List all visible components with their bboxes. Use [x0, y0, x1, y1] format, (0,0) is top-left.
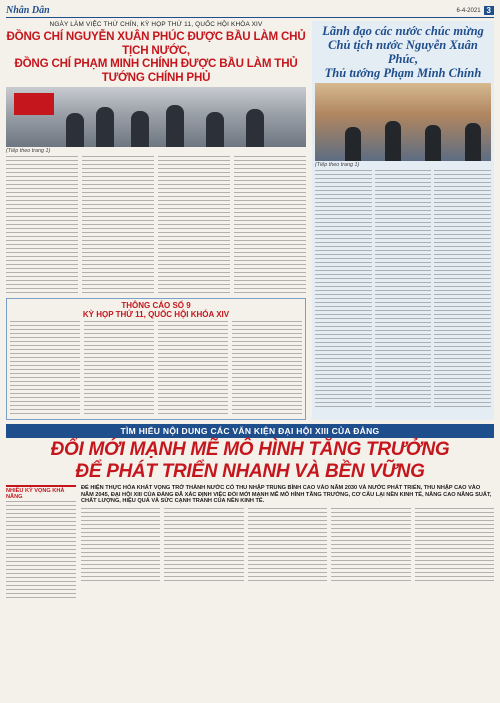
feature-main [81, 485, 494, 601]
body-column [375, 170, 432, 408]
body-column [6, 156, 78, 294]
body-column [158, 156, 230, 294]
feature-sidebar [6, 485, 76, 601]
top-section [6, 21, 494, 420]
feature-sidebar-heading: NHIỀU KỲ VỌNG KHẢ NĂNG [6, 488, 65, 500]
feature-section [6, 485, 494, 601]
feature-headline-1: ĐỔI MỚI MẠNH MẼ MÔ HÌNH TĂNG TRƯỞNG [50, 439, 450, 460]
right-story [312, 21, 494, 420]
body-column [234, 156, 306, 294]
body-column [232, 321, 302, 417]
top-story-headline-2: ĐỒNG CHÍ PHẠM MINH CHÍNH ĐƯỢC BẦU LÀM THỦ TƯỚNG CHÍNH PHỦ [14, 57, 298, 84]
top-story-body [6, 156, 306, 294]
body-column [84, 321, 154, 417]
feature-banner: TÌM HIỂU NỘI DUNG CÁC VĂN KIỆN ĐẠI HỘI XIII CỦA ĐẢNG [6, 424, 494, 438]
sub-story-headline-1: THÔNG CÁO SỐ 9 [121, 301, 191, 310]
body-column [331, 508, 410, 582]
sub-story-body [10, 321, 302, 417]
top-story-kicker: NGÀY LÀM VIỆC THỨ CHÍN, KỲ HỌP THỨ 11, QUỐC HỘI KHÓA XIV [49, 21, 263, 28]
top-story-headline-1: ĐỒNG CHÍ NGUYỄN XUÂN PHÚC ĐƯỢC BẦU LÀM CHỦ TỊCH NƯỚC, [6, 30, 306, 57]
right-story-headline-3: Thủ tướng Phạm Minh Chính [324, 66, 482, 80]
issue-date: 6-4-2021 [456, 7, 481, 14]
sub-story-headline-2: KỲ HỌP THỨ 11, QUỐC HỘI KHÓA XIV [82, 310, 230, 319]
top-story-caption: (Tiếp theo trang 1) [6, 148, 51, 154]
body-column [248, 508, 327, 582]
masthead [6, 4, 494, 18]
newspaper-logo: Nhân Dân [6, 5, 50, 16]
body-column [434, 170, 491, 408]
body-column [315, 170, 372, 408]
feature-intro: ĐỂ HIỆN THỰC HÓA KHÁT VỌNG TRỞ THÀNH NƯỚC CÓ THU NHẬP TRUNG BÌNH CAO VÀO NĂM 2030 VÀ NƯỚC PHÁT TRIỂN, THU NHẬP CAO VÀO NĂM 2045, ĐẠI HỘI XIII CỦA ĐẢNG ĐÃ XÁC ĐỊNH VIỆC ĐỔI MỚI MẠNH MẼ MÔ HÌNH TĂNG TRƯỞNG, CƠ CẤU LẠI NỀN KINH TẾ, NÂNG CAO NĂNG SUẤT, CHẤT LƯỢNG, HIỆU QUẢ VÀ SỨC CẠNH TRANH CỦA NỀN KINH TẾ. [81, 485, 492, 505]
top-story-photo [6, 87, 306, 147]
feature-body [81, 508, 494, 582]
right-story-photo [315, 83, 491, 161]
body-column [415, 508, 494, 582]
feature-headline-2: ĐỂ PHÁT TRIỂN NHANH VÀ BỀN VỮNG [75, 461, 425, 482]
body-column [164, 508, 243, 582]
body-column [82, 156, 154, 294]
right-story-headline-2: Chủ tịch nước Nguyễn Xuân Phúc, [328, 38, 478, 66]
body-column [6, 501, 76, 601]
masthead-right [457, 6, 494, 15]
body-column [81, 508, 160, 582]
right-story-caption: (Tiếp theo trang 1) [315, 162, 360, 168]
top-story [6, 21, 306, 420]
sub-story [6, 298, 306, 420]
body-column [158, 321, 228, 417]
right-story-body [315, 170, 491, 408]
right-story-headline-1: Lãnh đạo các nước chúc mừng [322, 24, 484, 38]
body-column [10, 321, 80, 417]
page-number: 3 [484, 6, 494, 15]
